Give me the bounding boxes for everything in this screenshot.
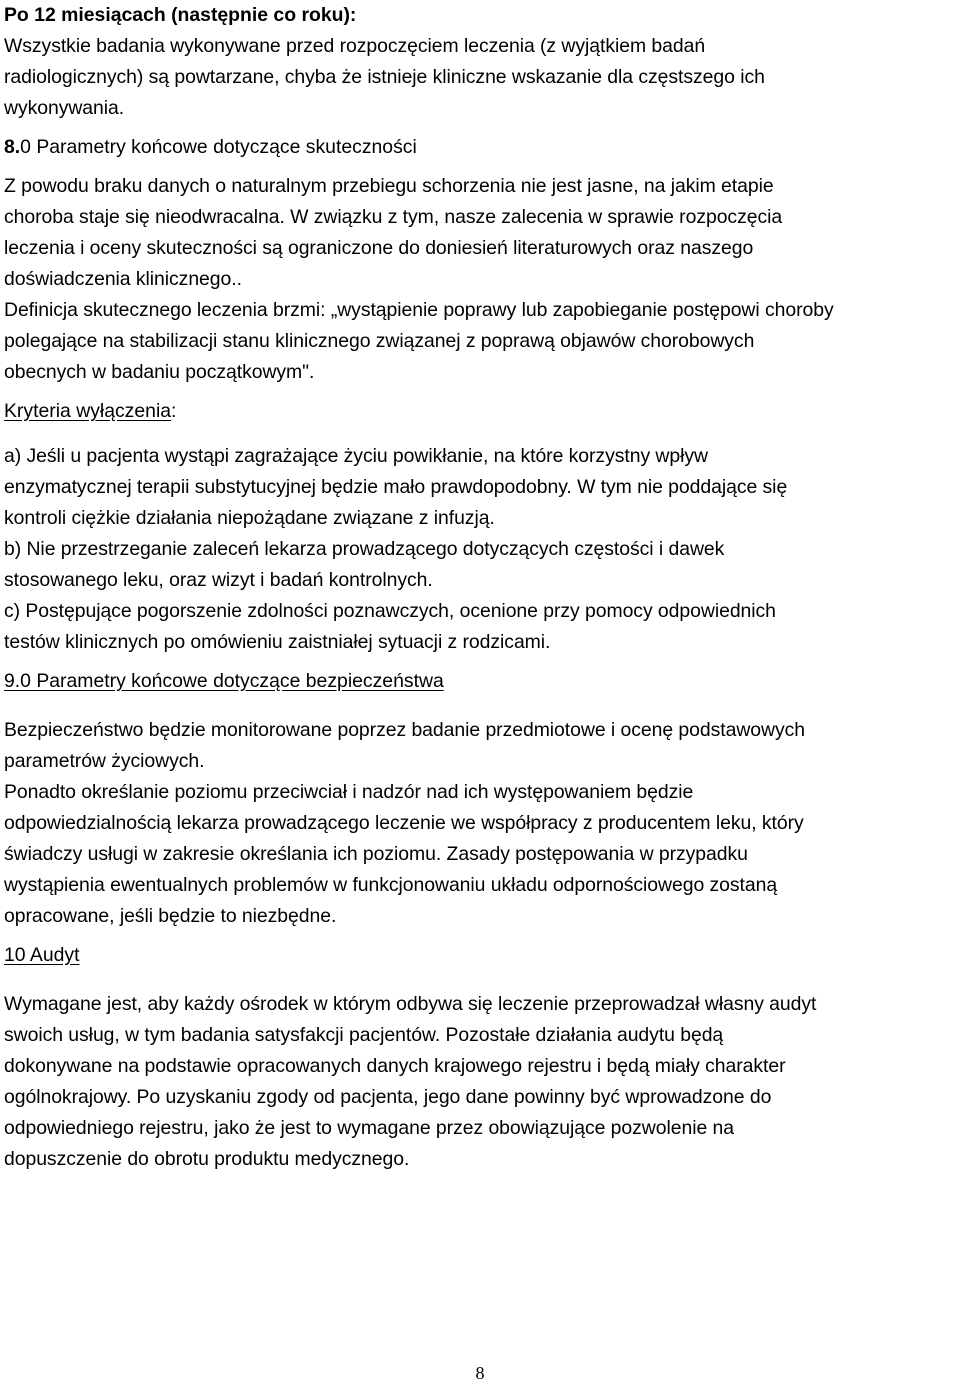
exclusion-line-3: kontroli ciężkie działania niepożądane związane z infuzją. (4, 507, 495, 529)
section10-line-1: Wymagane jest, aby każdy ośrodek w którym odbywa się leczenie przeprowadzał własny audyt (4, 993, 817, 1015)
section8-heading (4, 132, 958, 163)
exclusion-line-2: enzymatycznej terapii substytucyjnej będzie mało prawdopodobny. W tym nie poddające się (4, 476, 788, 498)
section9-line-4: odpowiedzialnością lekarza prowadzącego leczenie we współpracy z producentem leku, który (4, 812, 804, 834)
exclusion-heading (4, 396, 958, 427)
exclusion-heading-suffix: : (171, 400, 177, 422)
document-page (4, 0, 958, 1175)
exclusion-line-5: stosowanego leku, oraz wizyt i badań kontrolnych. (4, 569, 433, 591)
section8-heading-number: 8. (4, 136, 21, 158)
section8-line-7: obecnych w badaniu początkowym". (4, 361, 315, 383)
section9-line-2: parametrów życiowych. (4, 750, 205, 772)
section8-line-2: choroba staje się nieodwracalna. W związku z tym, nasze zalecenia w sprawie rozpoczęcia (4, 206, 783, 228)
exclusion-line-6: c) Postępujące pogorszenie zdolności poznawczych, ocenione przy pomocy odpowiednich (4, 600, 776, 622)
section10-line-5: odpowiedniego rejestru, jako że jest to wymagane przez obowiązujące pozwolenie na (4, 1117, 735, 1139)
section10-heading: 10 Audyt (4, 944, 80, 966)
intro-line-3: wykonywania. (4, 97, 125, 119)
exclusion-line-4: b) Nie przestrzeganie zaleceń lekarza prowadzącego dotyczących częstości i dawek (4, 538, 725, 560)
exclusion-line-1: a) Jeśli u pacjenta wystąpi zagrażające życiu powikłanie, na które korzystny wpływ (4, 445, 708, 467)
section8-line-4: doświadczenia klinicznego.. (4, 268, 242, 290)
section10-line-6: dopuszczenie do obrotu produktu medycznego. (4, 1148, 410, 1170)
section8-line-5: Definicja skutecznego leczenia brzmi: „wystąpienie poprawy lub zapobieganie postępowi choroby (4, 299, 834, 321)
section9-line-1: Bezpieczeństwo będzie monitorowane poprzez badanie przedmiotowe i ocenę podstawowych (4, 719, 805, 741)
section9-heading: 9.0 Parametry końcowe dotyczące bezpieczeństwa (4, 670, 444, 692)
exclusion-heading-text: Kryteria wyłączenia (4, 400, 172, 422)
exclusion-line-7: testów klinicznych po omówieniu zaistniałej sytuacji z rodzicami. (4, 631, 551, 653)
section9-line-7: opracowane, jeśli będzie to niezbędne. (4, 905, 337, 927)
section8-line-6: polegające na stabilizacji stanu klinicznego związanej z poprawą objawów chorobowych (4, 330, 755, 352)
intro-line-1: Wszystkie badania wykonywane przed rozpoczęciem leczenia (z wyjątkiem badań (4, 35, 706, 57)
page-number: 8 (475, 1363, 485, 1383)
section8-heading-text: 0 Parametry końcowe dotyczące skuteczności (20, 136, 417, 158)
section9-line-6: wystąpienia ewentualnych problemów w funkcjonowaniu układu odpornościowego zostaną (4, 874, 778, 896)
section8-line-1: Z powodu braku danych o naturalnym przebiegu schorzenia nie jest jasne, na jakim etapie (4, 175, 774, 197)
intro-heading: Po 12 miesiącach (następnie co roku): (4, 4, 357, 26)
section9-line-5: świadczy usługi w zakresie określania ich poziomu. Zasady postępowania w przypadku (4, 843, 748, 865)
section10-line-4: ogólnokrajowy. Po uzyskaniu zgody od pacjenta, jego dane powinny być wprowadzone do (4, 1086, 772, 1108)
section8-line-3: leczenia i oceny skuteczności są ograniczone do doniesień literaturowych oraz naszego (4, 237, 754, 259)
section9-line-3: Ponadto określanie poziomu przeciwciał i nadzór nad ich występowaniem będzie (4, 781, 694, 803)
intro-line-2: radiologicznych) są powtarzane, chyba że istnieje kliniczne wskazanie dla częstszego ich (4, 66, 765, 88)
section10-line-3: dokonywane na podstawie opracowanych danych krajowego rejestru i będą miały charakter (4, 1055, 786, 1077)
section10-line-2: swoich usług, w tym badania satysfakcji pacjentów. Pozostałe działania audytu będą (4, 1024, 724, 1046)
